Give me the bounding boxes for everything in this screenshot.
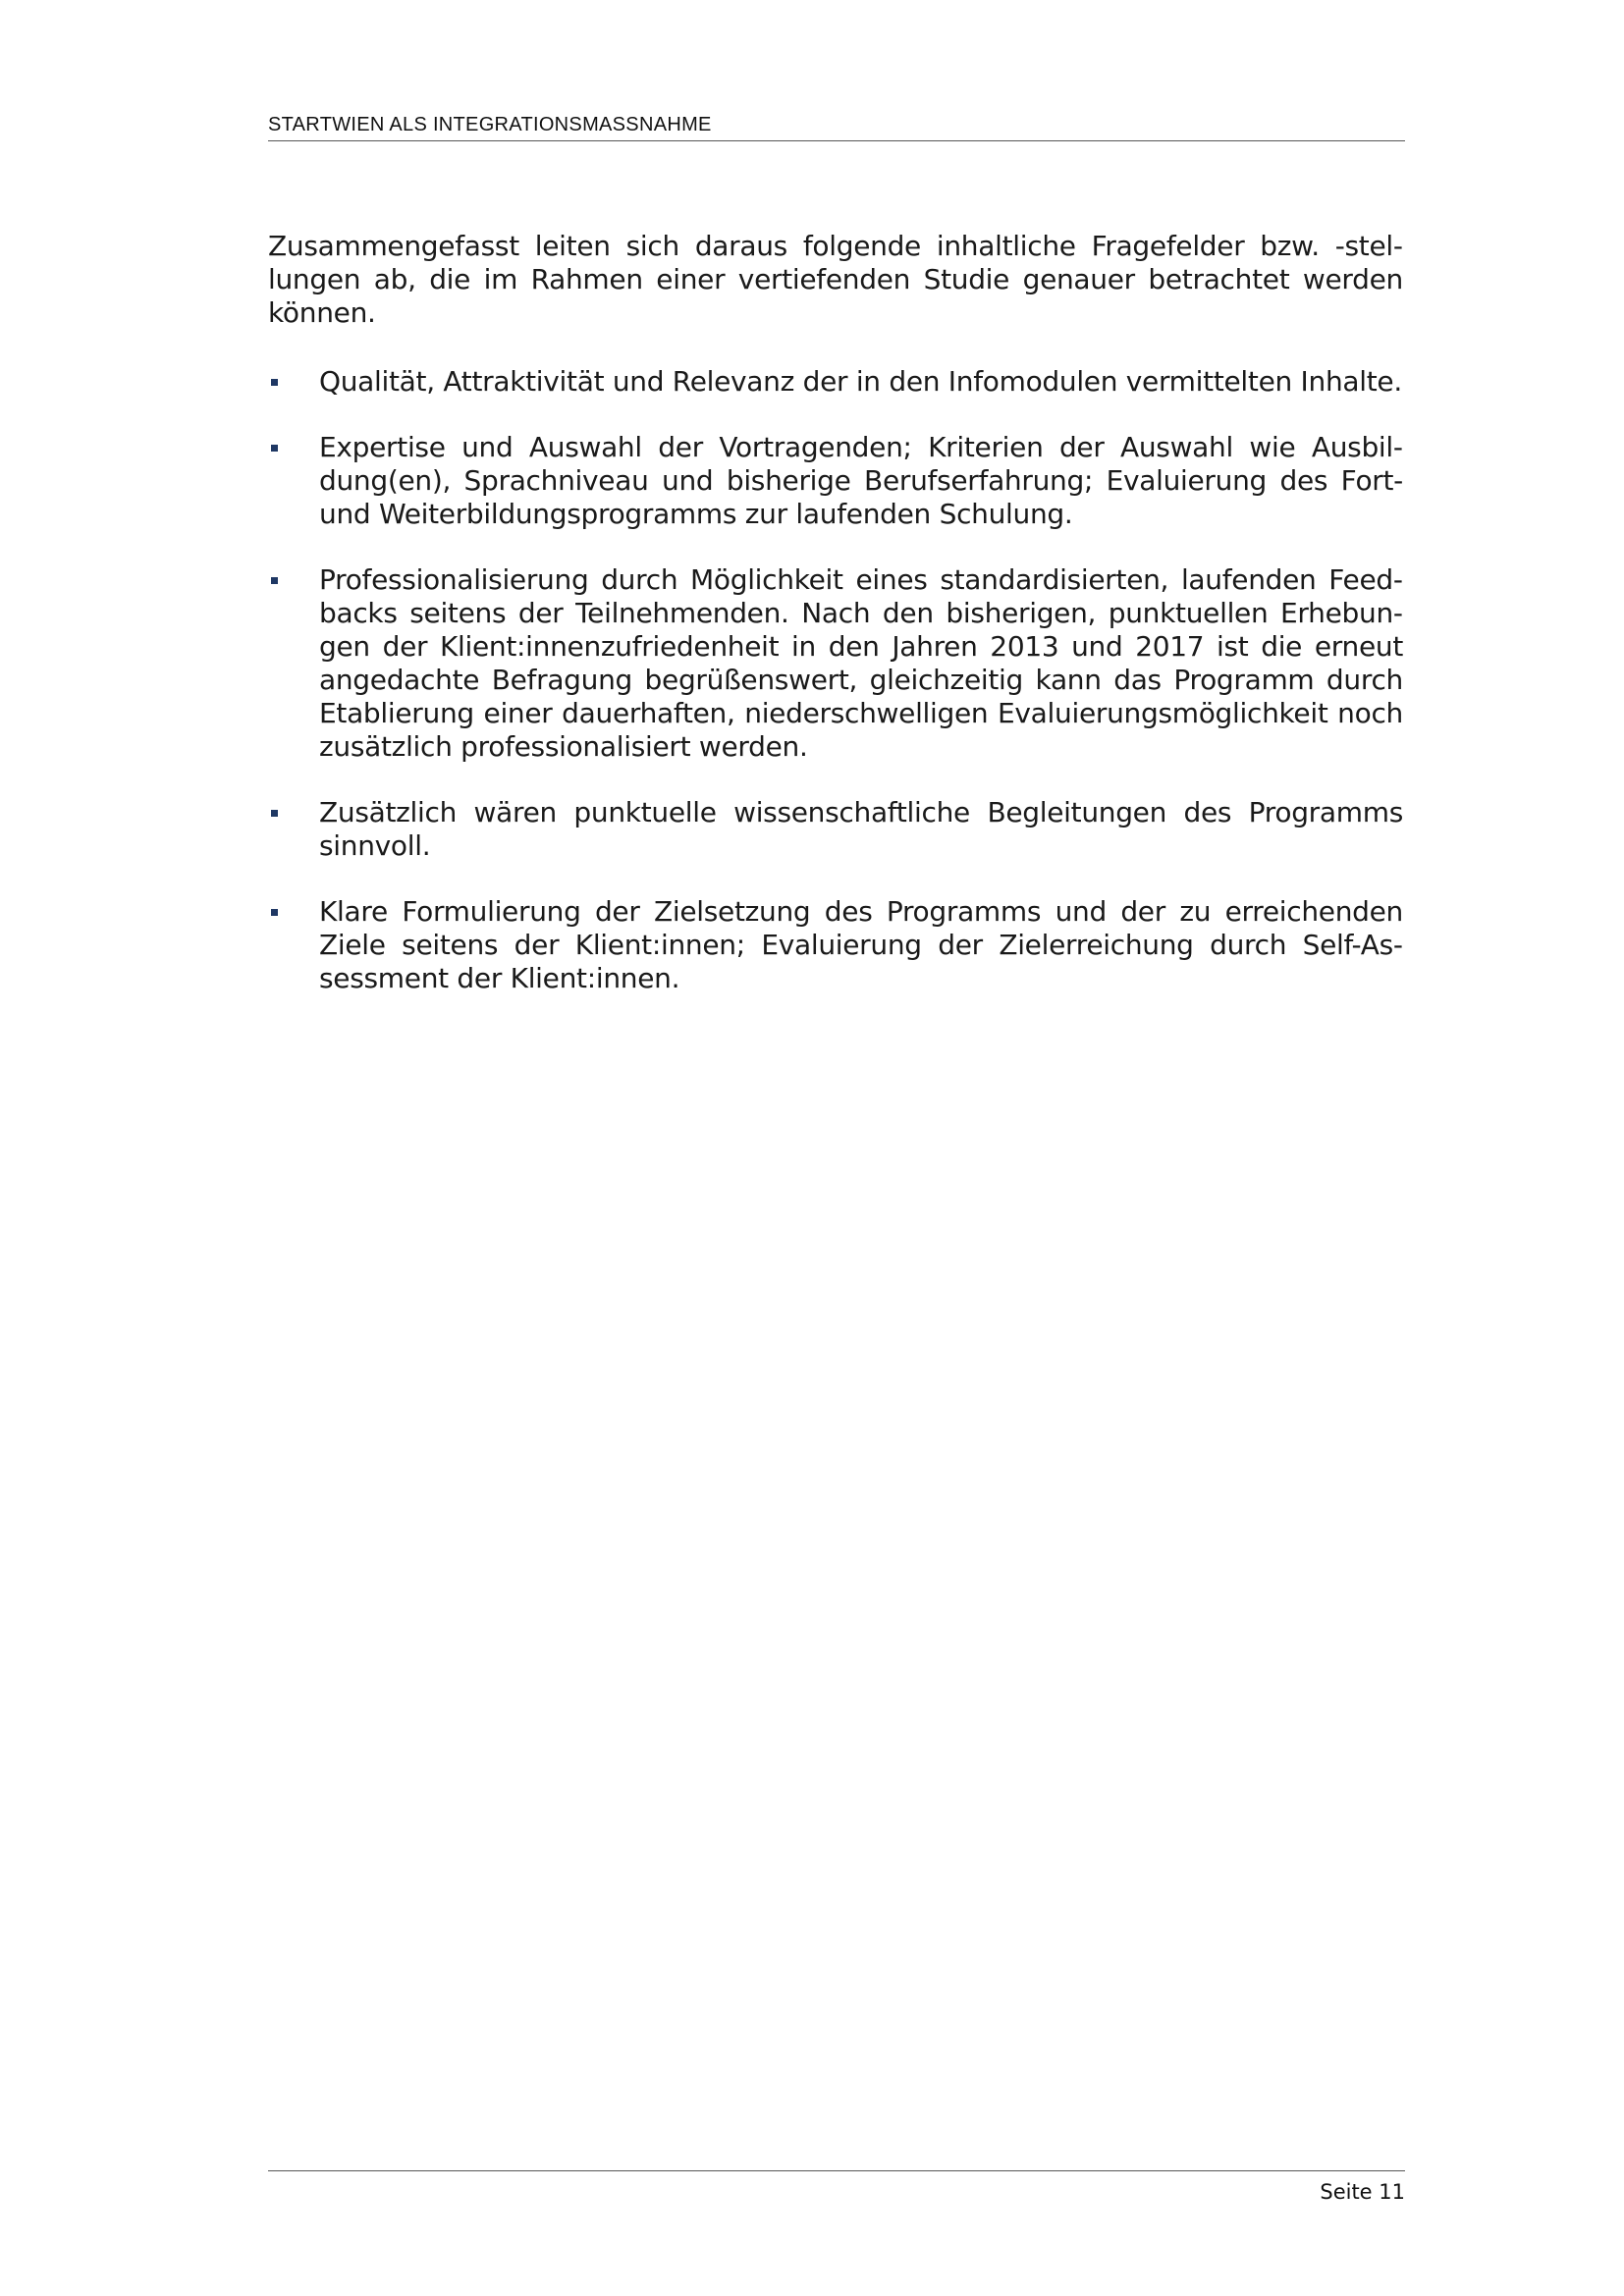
square-bullet-icon xyxy=(271,577,278,584)
running-header-title: STARTWIEN ALS INTEGRATIONSMASSNAHME xyxy=(268,114,712,135)
page-body xyxy=(268,230,1403,1028)
list-item xyxy=(268,365,1403,399)
list-item-text: Klare Formulierung der Zielsetzung des Programms und der zu erreichenden Ziele seitens der Klient:innen; Evaluierung der Zielerreichung durch Self-Assessment der Klient:innen. xyxy=(319,895,1403,994)
question-list xyxy=(268,365,1403,995)
list-item-text: Professionalisierung durch Möglichkeit eines standardisierten, laufenden Feedbacks seitens der Teilnehmenden. Nach den bisherigen, punktuellen Erhebungen der Klient:innenzufriedenheit in den Jahren 2013 und 2017 ist die erneut angedachte Befragung begrüßenswert, gleichzeitig kann das Programm durch Etablierung einer dauerhaften, niederschwelligen Evaluierungsmöglichkeit noch zusätzlich professionalisiert werden. xyxy=(319,563,1403,763)
square-bullet-icon xyxy=(271,445,278,452)
square-bullet-icon xyxy=(271,379,278,386)
running-header xyxy=(268,114,1405,141)
list-item xyxy=(268,431,1403,531)
list-item-text: Zusätzlich wären punktuelle wissenschaftliche Begleitungen des Programms sinnvoll. xyxy=(319,796,1403,862)
list-item xyxy=(268,895,1403,995)
list-item-text: Expertise und Auswahl der Vortragenden; Kriterien der Auswahl wie Ausbildung(en), Sprachniveau und bisherige Berufserfahrung; Evaluierung des Fort- und Weiterbildungsprogramms zur laufenden Schulung. xyxy=(319,431,1403,530)
footer-rule xyxy=(268,2170,1405,2171)
list-item xyxy=(268,796,1403,863)
list-item-text: Qualität, Attraktivität und Relevanz der in den Infomodulen vermittelten Inhalte. xyxy=(319,365,1402,398)
list-item xyxy=(268,563,1403,764)
page-number: Seite 11 xyxy=(1320,2180,1405,2204)
square-bullet-icon xyxy=(271,909,278,916)
square-bullet-icon xyxy=(271,810,278,817)
intro-paragraph: Zusammengefasst leiten sich daraus folgende inhaltliche Fragefelder bzw. -stellungen ab, die im Rahmen einer vertiefenden Studie genauer betrachtet werden können. xyxy=(268,230,1403,329)
